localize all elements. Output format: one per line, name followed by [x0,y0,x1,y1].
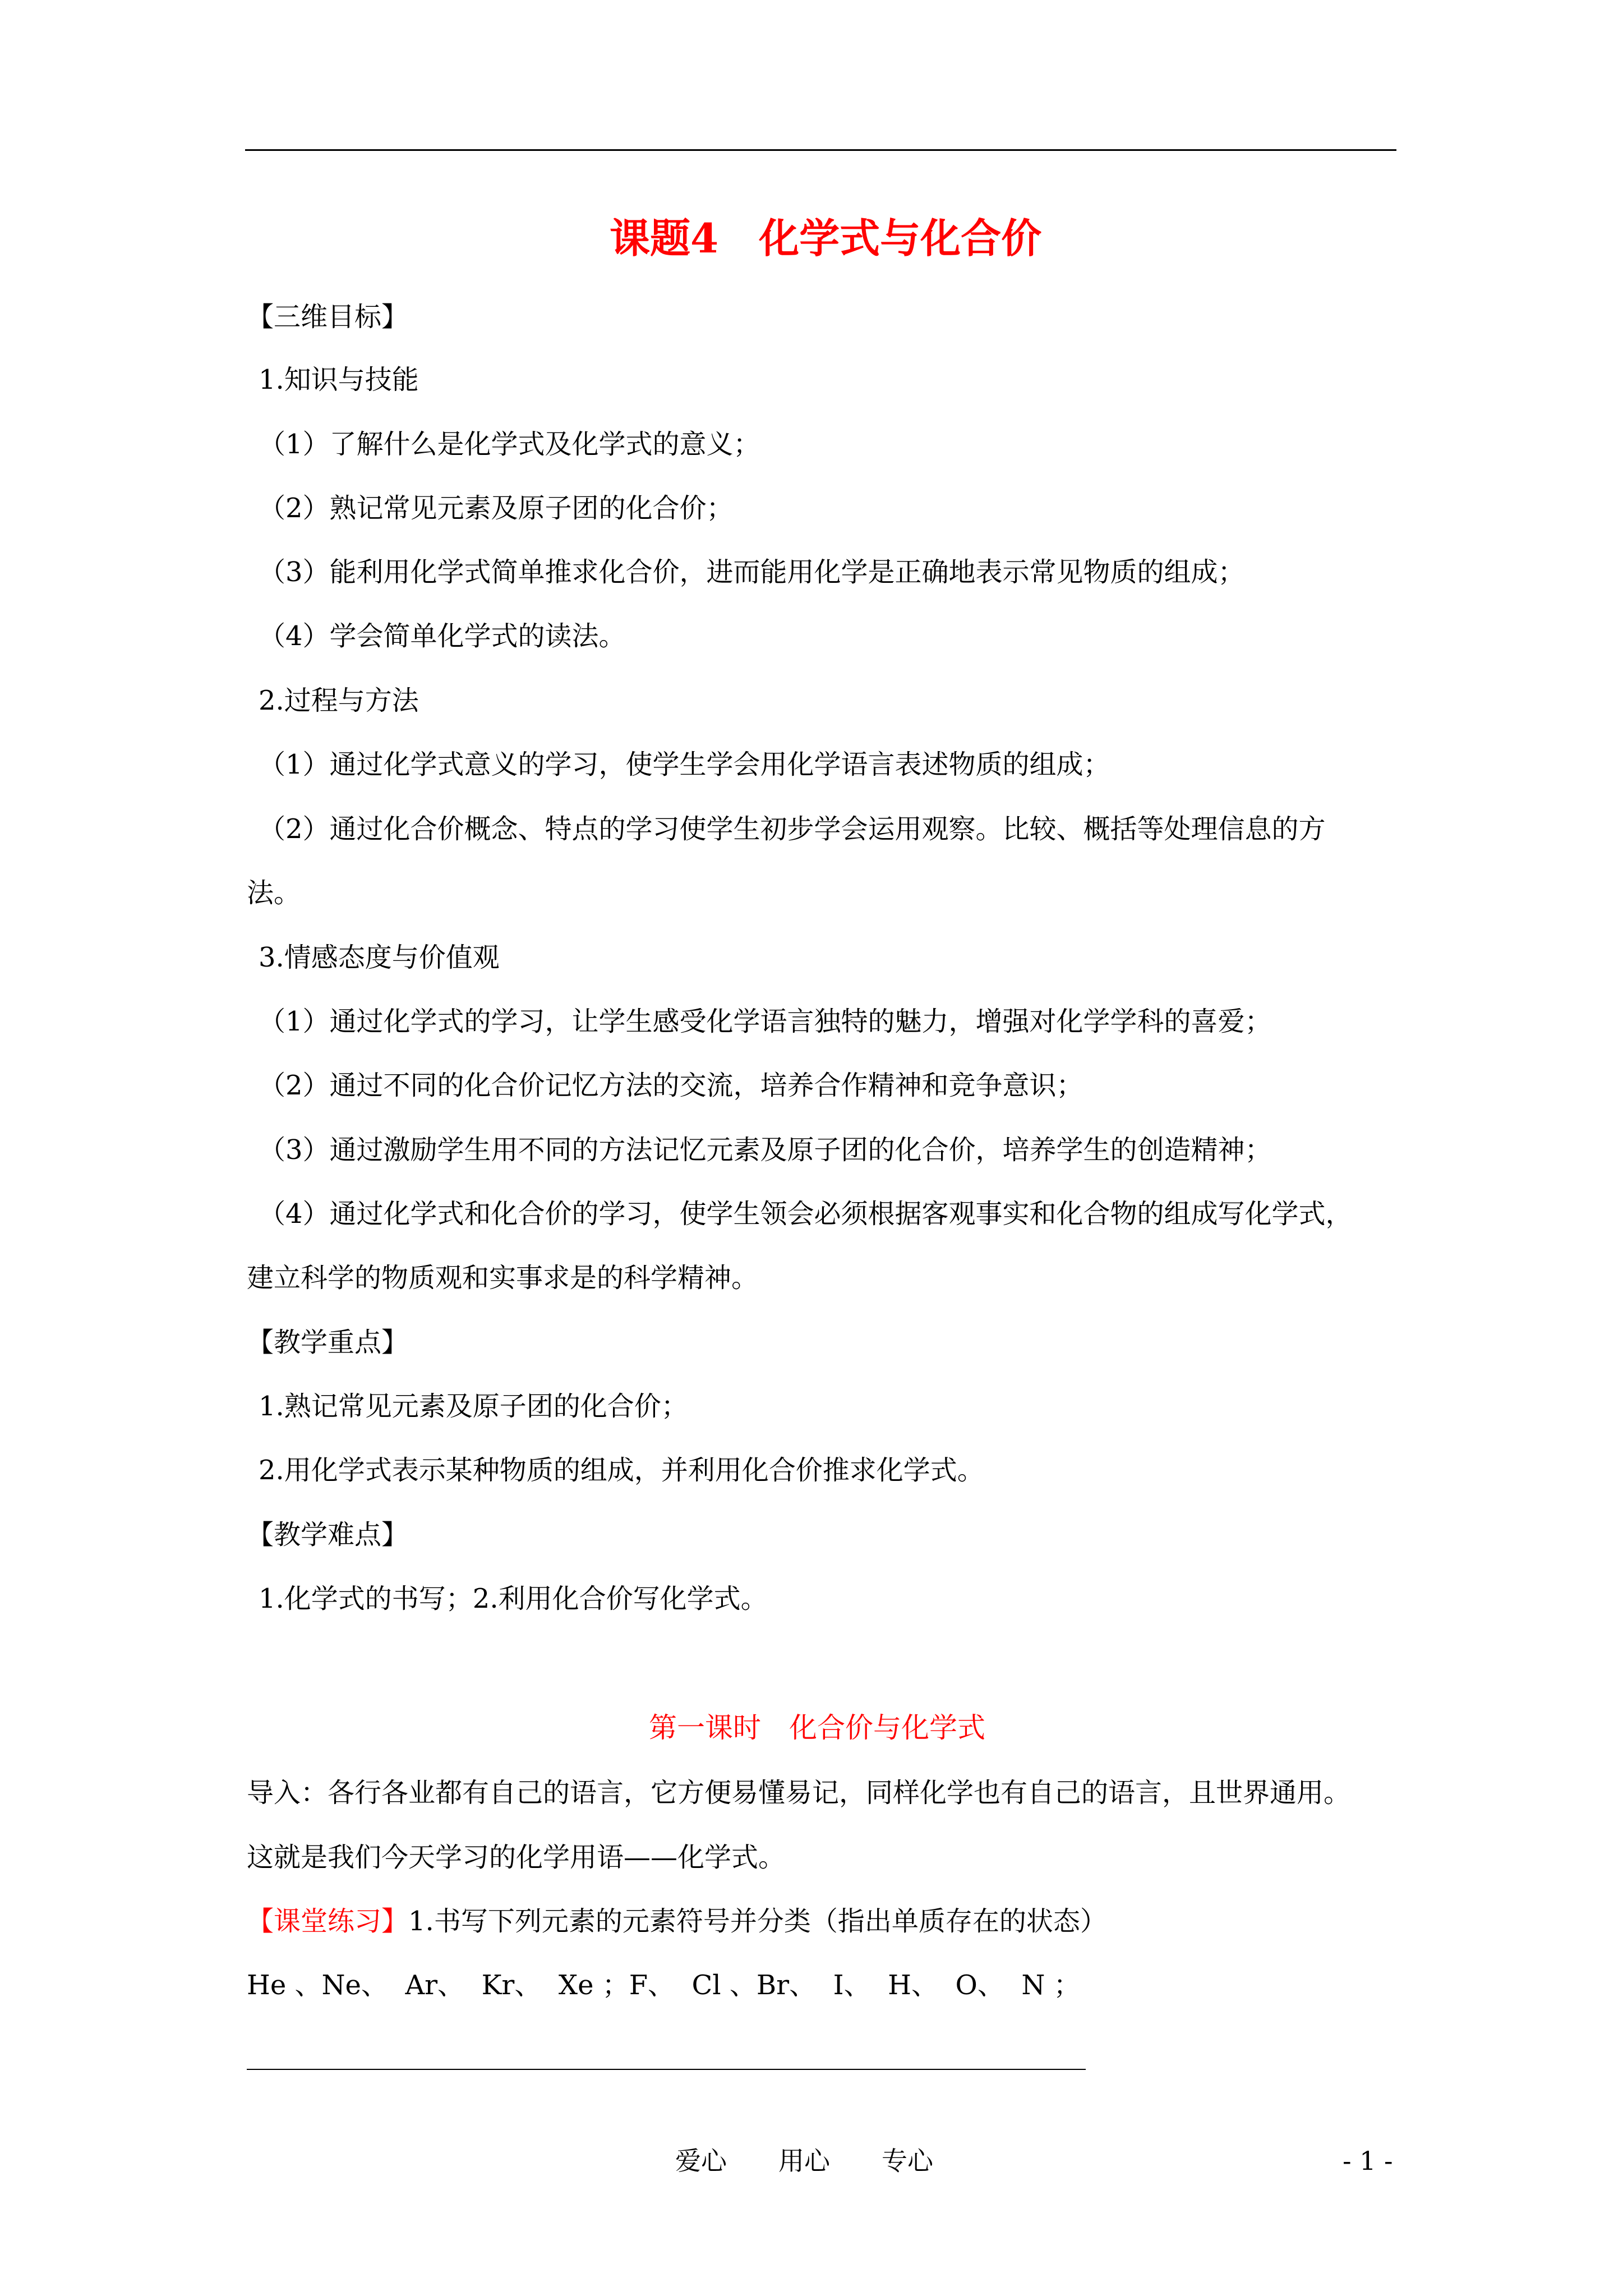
practice-line [247,1904,1107,1938]
intro-line: 导入：各行各业都有自己的语言，它方便易懂易记，同样化学也有自己的语言，且世界通用。 [247,1777,1351,1809]
list-item: （2）通过化合价概念、特点的学习使学生初步学会运用观察。比较、概括等处理信息的方 [259,813,1326,845]
lesson-title: 第一课时 化合价与化学式 [649,1711,985,1744]
practice-label: 【课堂练习】 [247,1906,409,1937]
difficulty-heading: 【教学难点】 [247,1519,409,1550]
list-item-continuation: 法。 [247,877,301,909]
list-item: （2）通过不同的化合价记忆方法的交流，培养合作精神和竞争意识； [259,1070,1083,1101]
list-item: （1）了解什么是化学式及化学式的意义； [259,429,760,460]
header-rule [245,149,1396,151]
list-item: （1）通过化学式意义的学习，使学生学会用化学语言表述物质的组成； [259,749,1110,780]
list-item: （1）通过化学式的学习，让学生感受化学语言独特的魅力，增强对化学学科的喜爱； [259,1006,1272,1037]
elements-line: He 、Ne、 Ar、 Kr、 Xe ；F、 Cl 、Br、 I、 H、 O、 N ； [247,1970,1081,2001]
list-item: 1.熟记常见元素及原子团的化合价； [259,1391,688,1422]
section-attitude-values: 3.情感态度与价值观 [259,942,500,973]
list-item: （3）能利用化学式简单推求化合价，进而能用化学是正确地表示常见物质的组成； [259,556,1245,588]
page-number: - 1 - [1343,2146,1393,2176]
section-process-method: 2.过程与方法 [259,685,419,716]
goals-heading: 【三维目标】 [247,301,409,333]
practice-text: 1.书写下列元素的元素符号并分类（指出单质存在的状态） [408,1906,1107,1937]
page-title: 课题4 化学式与化合价 [610,214,1042,262]
footer-rule [247,2069,1086,2070]
list-item: （4）学会简单化学式的读法。 [259,620,626,652]
list-item: （2）熟记常见元素及原子团的化合价； [259,493,734,524]
list-item: 2.用化学式表示某种物质的组成，并利用化合价推求化学式。 [259,1455,984,1486]
list-item: （3）通过激励学生用不同的方法记忆元素及原子团的化合价，培养学生的创造精神； [259,1134,1272,1166]
difficulty-text: 1.化学式的书写；2.利用化合价写化学式。 [259,1583,768,1614]
list-item-continuation: 建立科学的物质观和实事求是的科学精神。 [247,1262,759,1294]
key-points-heading: 【教学重点】 [247,1327,409,1358]
footer-motto: 爱心 用心 专心 [675,2146,933,2176]
section-knowledge-skills: 1.知识与技能 [259,364,419,395]
intro-line: 这就是我们今天学习的化学用语——化学式。 [247,1842,786,1873]
list-item: （4）通过化学式和化合价的学习，使学生领会必须根据客观事实和化合物的组成写化学式， [259,1198,1353,1230]
